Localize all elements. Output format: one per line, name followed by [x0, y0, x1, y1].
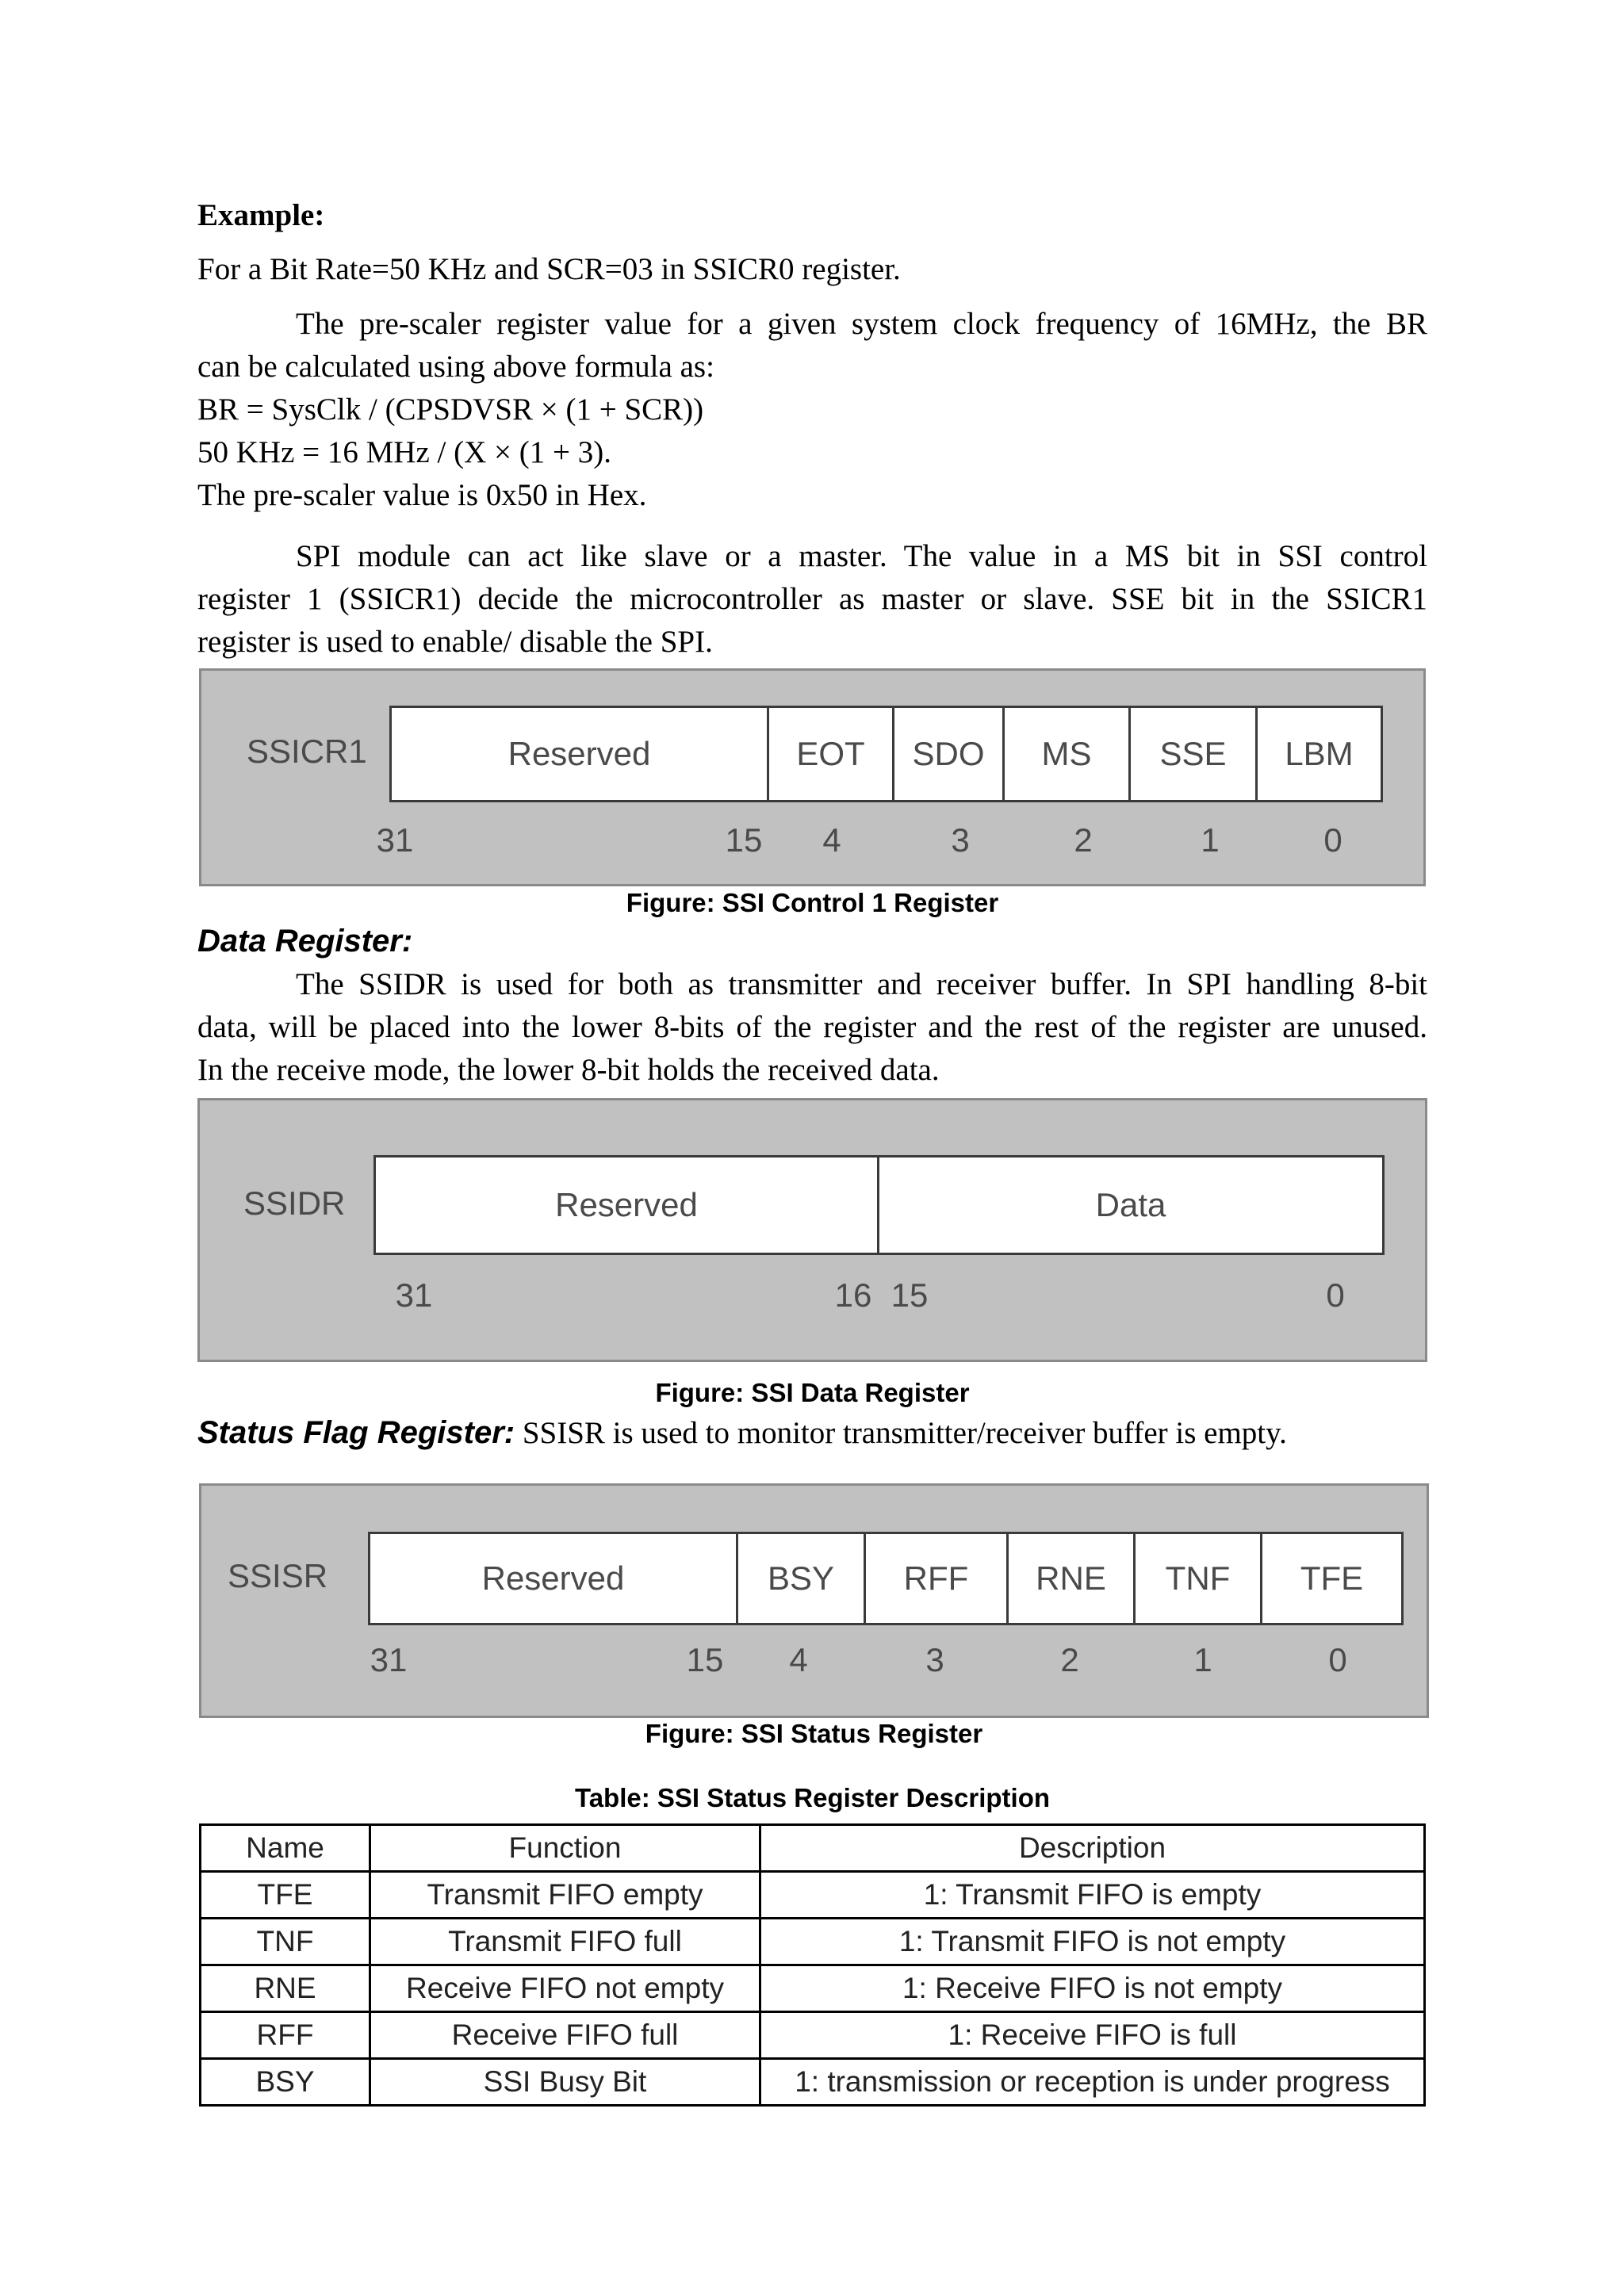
table-row: [201, 2059, 1425, 2106]
bit-number: 1: [1201, 821, 1220, 859]
field-sdo: SDO: [892, 706, 1005, 802]
figure-caption: Figure: SSI Data Register: [655, 1378, 970, 1407]
cell-description: 1: Transmit FIFO is empty: [760, 1872, 1425, 1919]
column-header-name: Name: [201, 1825, 370, 1872]
bit-number: 0: [1328, 1641, 1347, 1678]
figure-caption: Figure: SSI Status Register: [645, 1719, 983, 1748]
bit-number: 2: [1060, 1641, 1079, 1678]
prescaler-paragraph-line2: can be calculated using above formula as:: [197, 350, 714, 384]
field-reserved: Reserved: [368, 1532, 738, 1625]
bit-number: 31: [370, 1641, 408, 1678]
bit-number: 4: [789, 1641, 808, 1678]
field-rne: RNE: [1006, 1532, 1136, 1625]
status-register-heading: Status Flag Register:: [197, 1415, 515, 1450]
data-register-heading: Data Register:: [197, 924, 413, 959]
bit-number: 31: [395, 1276, 433, 1314]
field-reserved: Reserved: [389, 706, 769, 802]
prescaler-paragraph-line1: The pre-scaler register value for a given system clock frequency of 16MHz, the BR: [296, 307, 1427, 341]
figure-caption: Figure: SSI Control 1 Register: [626, 888, 999, 917]
bit-number: 0: [1323, 821, 1342, 859]
formula-br: BR = SysClk / (CPSDVSR × (1 + SCR)): [197, 392, 704, 427]
example-line: For a Bit Rate=50 KHz and SCR=03 in SSICR0 register.: [197, 252, 901, 286]
ssicr1-register-diagram: [199, 668, 1426, 886]
table-title: Table: SSI Status Register Description: [574, 1783, 1051, 1812]
data-register-line2: data, will be placed into the lower 8-bits of the register and the rest of the register are unused.: [197, 1010, 1427, 1044]
formula-substituted: 50 KHz = 16 MHz / (X × (1 + 3).: [197, 435, 611, 469]
register-name: SSIDR: [243, 1184, 346, 1222]
bit-number: 3: [951, 821, 970, 859]
table-row: [201, 1872, 1425, 1919]
field-tfe: TFE: [1260, 1532, 1404, 1625]
field-eot: EOT: [767, 706, 894, 802]
data-register-line3: In the receive mode, the lower 8-bit holds the received data.: [197, 1053, 940, 1087]
table-row: [201, 1919, 1425, 1965]
cell-function: Transmit FIFO full: [370, 1919, 760, 1965]
table-row: [201, 1965, 1425, 2012]
example-heading: Example:: [197, 198, 325, 232]
cell-description: 1: Receive FIFO is not empty: [760, 1965, 1425, 2012]
register-name: SSICR1: [247, 733, 367, 770]
register-name: SSISR: [228, 1557, 328, 1594]
status-description-table: [199, 1823, 1426, 2107]
column-header-description: Description: [760, 1825, 1425, 1872]
ssidr-register-diagram: [197, 1098, 1427, 1362]
bit-number: 4: [822, 821, 841, 859]
cell-name: TNF: [201, 1919, 370, 1965]
cell-name: RNE: [201, 1965, 370, 2012]
spi-mode-line2: register 1 (SSICR1) decide the microcontroller as master or slave. SSE bit in the SSICR1: [197, 582, 1427, 616]
cell-function: Transmit FIFO empty: [370, 1872, 760, 1919]
field-tnf: TNF: [1133, 1532, 1262, 1625]
field-sse: SSE: [1128, 706, 1258, 802]
ssisr-register-diagram: [199, 1483, 1429, 1718]
data-register-line1: The SSIDR is used for both as transmitter and receiver buffer. In SPI handling 8-bit: [296, 967, 1427, 1001]
spi-mode-line3: register is used to enable/ disable the SPI.: [197, 625, 713, 659]
field-bsy: BSY: [736, 1532, 866, 1625]
cell-function: Receive FIFO not empty: [370, 1965, 760, 2012]
field-ms: MS: [1002, 706, 1131, 802]
cell-description: 1: Transmit FIFO is not empty: [760, 1919, 1425, 1965]
prescaler-result: The pre-scaler value is 0x50 in Hex.: [197, 478, 647, 512]
bit-number: 3: [925, 1641, 944, 1678]
bit-number: 1: [1193, 1641, 1212, 1678]
bit-number: 15: [891, 1276, 929, 1314]
status-register-text: SSISR is used to monitor transmitter/receiver buffer is empty.: [515, 1416, 1287, 1450]
bit-number: 2: [1074, 821, 1093, 859]
spi-mode-line1: SPI module can act like slave or a master. The value in a MS bit in SSI control: [296, 539, 1427, 573]
cell-function: Receive FIFO full: [370, 2012, 760, 2059]
table-header-row: [201, 1825, 1425, 1872]
cell-name: RFF: [201, 2012, 370, 2059]
table-row: [201, 2012, 1425, 2059]
bit-number: 15: [686, 1641, 724, 1678]
cell-function: SSI Busy Bit: [370, 2059, 760, 2106]
bit-number: 31: [376, 821, 414, 859]
status-register-line: [197, 1411, 1287, 1461]
field-reserved: Reserved: [373, 1155, 879, 1255]
cell-name: TFE: [201, 1872, 370, 1919]
cell-name: BSY: [201, 2059, 370, 2106]
bit-number: 15: [725, 821, 763, 859]
column-header-function: Function: [370, 1825, 760, 1872]
cell-description: 1: Receive FIFO is full: [760, 2012, 1425, 2059]
bit-number: 16: [834, 1276, 872, 1314]
field-lbm: LBM: [1255, 706, 1383, 802]
cell-description: 1: transmission or reception is under progress: [760, 2059, 1425, 2106]
bit-number: 0: [1326, 1276, 1345, 1314]
field-data: Data: [877, 1155, 1385, 1255]
field-rff: RFF: [864, 1532, 1009, 1625]
